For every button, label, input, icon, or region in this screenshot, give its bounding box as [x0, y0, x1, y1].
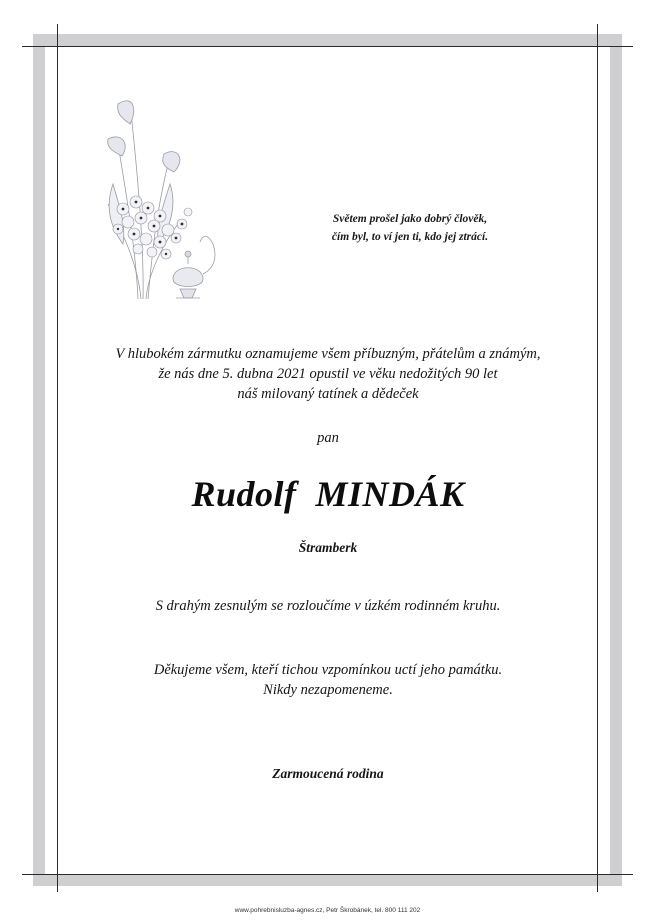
flower-vase-illustration [78, 84, 228, 314]
thanks-text [58, 660, 598, 700]
frame-line-left [57, 24, 58, 892]
announcement-line-2: že nás dne 5. dubna 2021 opustil ve věku nedožitých 90 let [158, 366, 498, 382]
quote-line-1: Světem prošel jako dobrý člověk, [332, 213, 488, 225]
family-signature: Zarmoucená rodina [272, 766, 384, 781]
farewell-text: S drahým zesnulým se rozloučíme v úzkém rodinném kruhu. [155, 598, 501, 614]
announcement-line-3: náš milovaný tatínek a dědeček [237, 386, 419, 402]
funeral-service-footer: www.pohrebnisluzba-agnes.cz, Petr Škrobánek, tel. 800 111 202 [234, 907, 421, 914]
memorial-quote [300, 210, 520, 246]
quote-line-2: čím byl, to ví jen ti, kdo jej ztrácí. [331, 231, 489, 243]
deceased-name: Rudolf MINDÁK [191, 474, 465, 514]
frame-top-band [33, 34, 622, 46]
frame-line-top [22, 46, 633, 47]
thanks-line-1: Děkujeme všem, kteří tichou vzpomínkou uctí jeho památku. [153, 662, 503, 678]
frame-left-band [33, 34, 45, 886]
announcement-text [58, 344, 598, 404]
place-of-residence: Štramberk [298, 540, 358, 555]
salutation: pan [317, 430, 339, 446]
thanks-line-2: Nikdy nezapomeneme. [263, 682, 393, 698]
frame-bottom-band [33, 874, 622, 886]
frame-right-band [610, 34, 622, 886]
announcement-line-1: V hlubokém zármutku oznamujeme všem příbuzným, přátelům a známým, [115, 346, 541, 362]
frame-line-bottom [22, 874, 633, 875]
frame-line-right [597, 24, 598, 892]
